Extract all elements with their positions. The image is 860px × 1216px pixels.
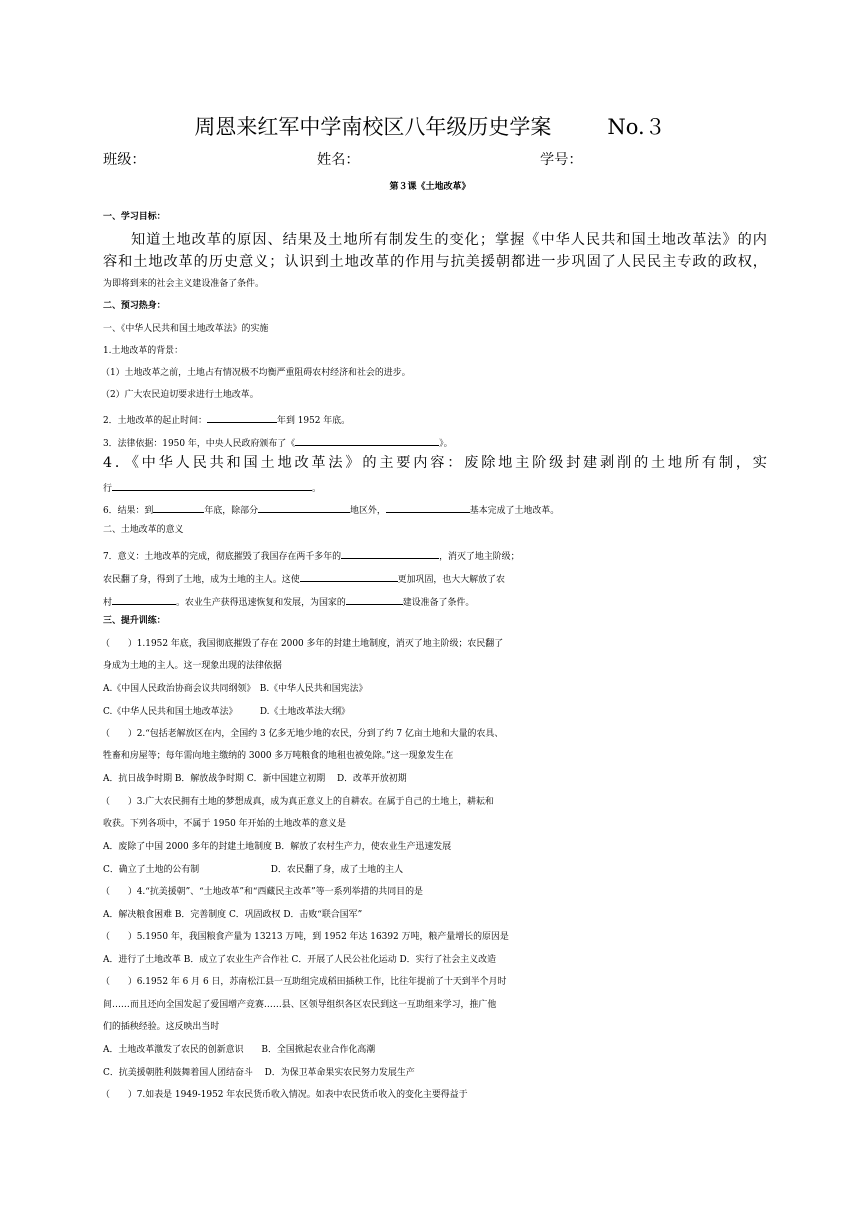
option-line: C．确立了土地的公有制 D．农民翻了身，成了土地的主人 <box>103 865 404 875</box>
question-line: （ ）2.“包括老解放区在内，全国约 3 亿多无地少地的农民，分到了约 7 亿亩土地和大量的农具、 <box>101 729 504 739</box>
option-line: C．抗美援朝胜利鼓舞着国人团结奋斗 D．为保卫革命果实农民努力发展生产 <box>103 1068 415 1078</box>
question-2: 2．土地改革的起止时间： 年到 1952 年底。 <box>103 407 767 432</box>
option-line: A．废除了中国 2000 多年的封建土地制度 B．解放了农村生产力，使农业生产迅速发展 <box>103 842 452 852</box>
page-title <box>0 112 860 142</box>
question-line: （ ）7.如表是 1949-1952 年农民货币收入情况。如表中农民货币收入的变化主要得益于 <box>101 1090 468 1100</box>
answer-blank[interactable] <box>207 407 277 423</box>
answer-blank[interactable] <box>386 497 470 513</box>
class-label: 班级： <box>103 152 146 168</box>
question-line: （ ）1.1952 年底，我国彻底摧毁了存在 2000 多年的封建土地制度，消灭了地主阶级；农民翻了 <box>101 639 504 649</box>
option-line: A．进行了土地改革 B．成立了农业生产合作社 C．开展了人民公社化运动 D．实行了社会主义改造 <box>103 955 497 965</box>
document-number: No.３ <box>607 115 666 139</box>
part2-heading: 二、土地改革的意义 <box>103 525 184 535</box>
answer-blank[interactable] <box>153 497 204 513</box>
option-line: A.《中国人民政治协商会议共同纲领》 B.《中华人民共和国宪法》 <box>103 684 368 694</box>
question-line: （ ）3.广大农民拥有土地的梦想成真，成为真正意义上的自耕农。在属于自己的土地上，耕耘和 <box>101 797 494 807</box>
question-7-cont: 农民翻了身，得到了土地，成为土地的主人。这使 更加巩固，也大大解放了农 <box>103 566 767 591</box>
option-line: A．抗日战争时期 B．解放战争时期 C．新中国建立初期 D．改革开放初期 <box>103 774 407 784</box>
question-line: 身成为土地的主人。这一现象出现的法律依据 <box>103 661 282 671</box>
part1-heading: 一、《中华人民共和国土地改革法》的实施 <box>103 324 269 334</box>
question-7-cont: 村 。农业生产获得迅速恢复和发展，为国家的 建设准备了条件。 <box>103 589 767 614</box>
background-item: （1）土地改革之前，土地占有情况极不均衡严重阻碍农村经济和社会的进步。 <box>101 368 411 378</box>
question-line: 收获。下列各项中，不属于 1950 年开始的土地改革的意义是 <box>103 819 346 829</box>
answer-blank[interactable] <box>346 589 403 605</box>
answer-blank[interactable] <box>341 543 439 559</box>
objectives-heading: 一、学习目标： <box>103 212 166 222</box>
answer-blank[interactable] <box>112 475 312 491</box>
option-line: A．土地改革激发了农民的创新意识 B．全国掀起农业合作化高潮 <box>103 1045 376 1055</box>
title-text: 周恩来红军中学南校区八年级历史学案 <box>194 115 552 139</box>
answer-blank[interactable] <box>295 430 439 446</box>
lesson-title: 第３课《土地改革》 <box>389 182 471 192</box>
question-line: 间……而且还向全国发起了爱国增产竞赛……县、区领导组织各区农民到这一互助组来学习，推广他 <box>103 1000 497 1010</box>
preview-heading: 二、预习热身： <box>103 301 166 311</box>
name-label: 姓名： <box>317 152 360 168</box>
answer-blank[interactable] <box>258 497 350 513</box>
question-7: 7．意义：土地改革的完成，彻底摧毁了我国存在两千多年的 ，消灭了地主阶级； <box>103 543 767 568</box>
option-line: A．解决粮食困难 B．完善制度 C．巩固政权 D．击败“联合国军” <box>103 910 363 920</box>
objectives-line: 知道土地改革的原因、结果及土地所有制发生的变化；掌握《中华人民共和国土地改革法》的内 <box>131 232 767 248</box>
answer-blank[interactable] <box>112 589 176 605</box>
answer-blank[interactable] <box>300 566 398 582</box>
question-6: 6．结果：到 年底，除部分 地区外， 基本完成了土地改革。 <box>103 497 767 522</box>
question-3: 3．法律依据：1950 年，中央人民政府颁布了《 》。 <box>103 430 767 455</box>
student-id-label: 学号： <box>540 152 583 168</box>
question-4-cont: 行 。 <box>103 475 767 500</box>
training-heading: 三、提升训练： <box>103 616 166 626</box>
background-item: （2）广大农民迫切要求进行土地改革。 <box>101 390 259 400</box>
objectives-line: 容和土地改革的历史意义；认识到土地改革的作用与抗美援朝都进一步巩固了人民民主专政的政权， <box>103 254 767 270</box>
question-line: （ ）6.1952 年 6 月 6 日，苏南松江县一互助组完成稻田插秧工作，比往年提前了十天到半个月时 <box>101 977 507 987</box>
option-line: C.《中华人民共和国土地改革法》 D.《土地改革法大纲》 <box>103 707 350 717</box>
question-line: （ ）4.“抗美援朝”、“土地改革”和“西藏民主改革”等一系列举措的共同目的是 <box>101 887 423 897</box>
question-line: （ ）5.1950 年，我国粮食产量为 13213 万吨，到 1952 年达 16392 万吨，粮产量增长的原因是 <box>101 932 509 942</box>
question-line: 们的插秧经验。这反映出当时 <box>103 1022 220 1032</box>
objectives-line: 为即将到来的社会主义建设准备了条件。 <box>103 279 264 289</box>
background-heading: 1.土地改革的背景： <box>103 346 184 356</box>
question-4: 4．《中华人民共和国土地改革法》的主要内容：废除地主阶级封建剥削的土地所有制，实 <box>103 455 767 471</box>
question-line: 牲畜和房屋等；每年需向地主缴纳的 3000 多万吨粮食的地租也被免除。”这一现象发生在 <box>103 751 454 761</box>
